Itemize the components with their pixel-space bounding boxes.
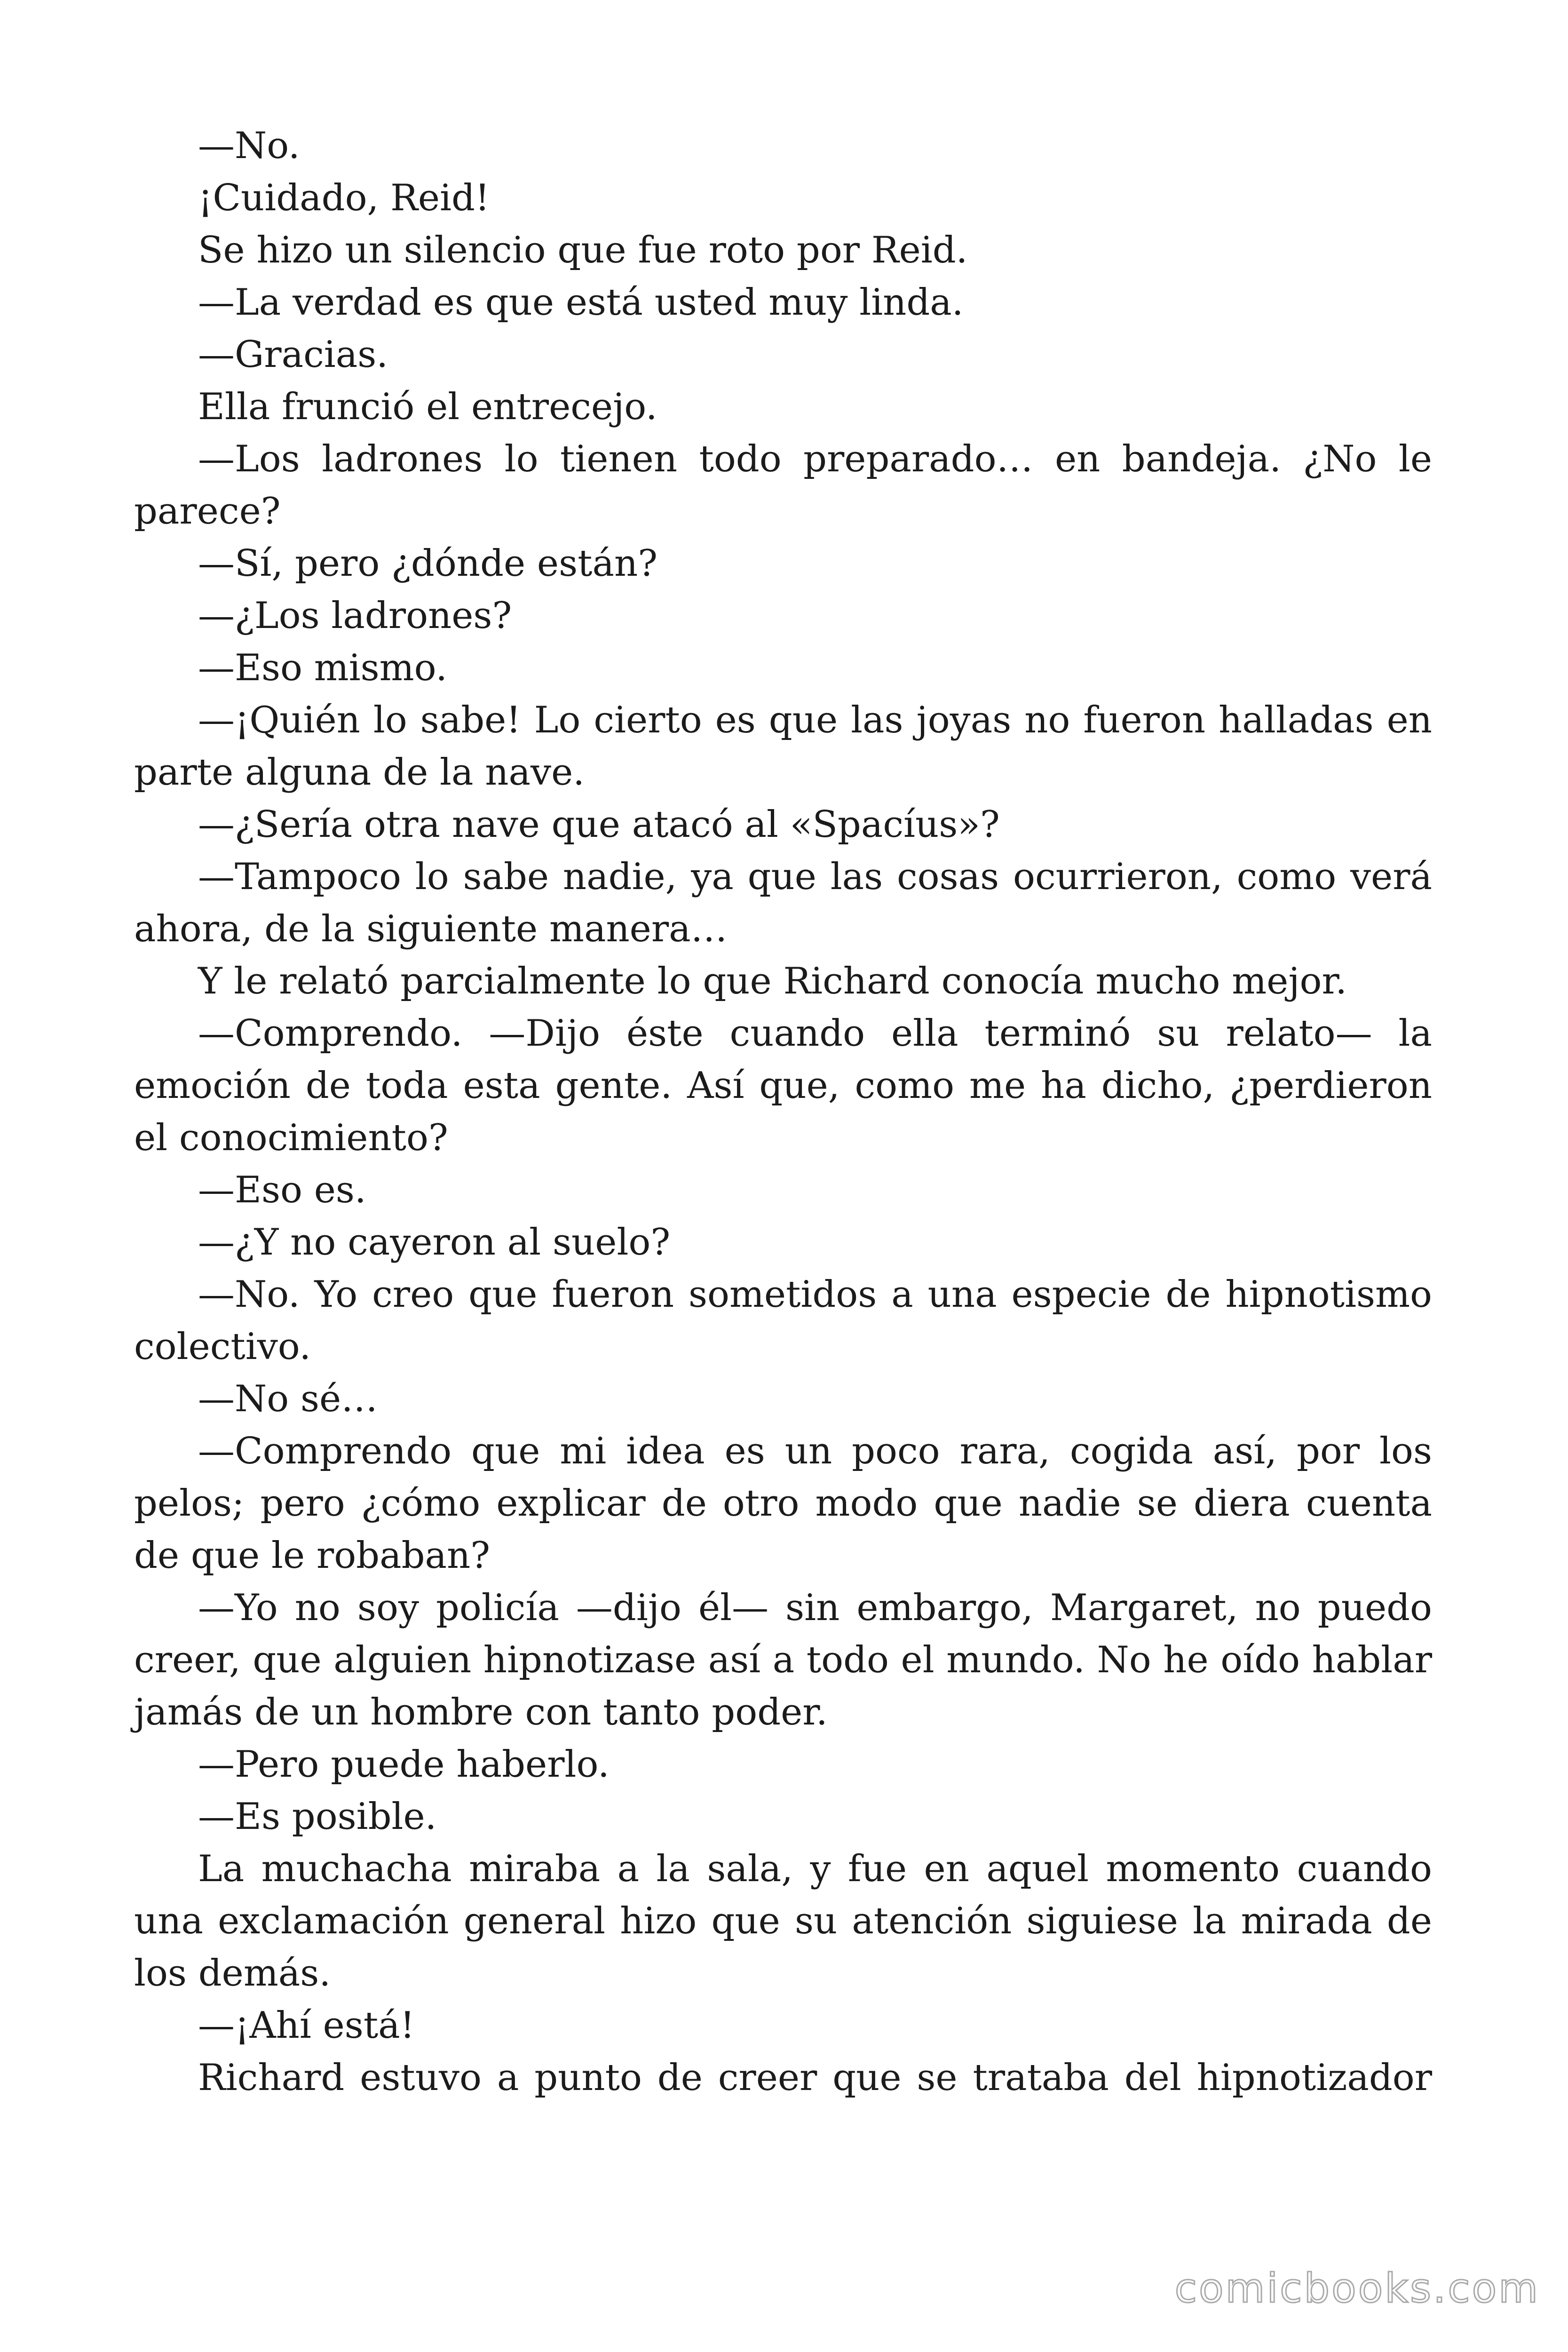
paragraph: —Gracias. — [198, 334, 388, 376]
paragraph: —¡Quién lo sabe! Lo cierto es que las joyas no fueron halladas en parte alguna de la nave. — [134, 699, 1432, 794]
paragraph: —Eso mismo. — [198, 647, 448, 689]
paragraph: —Sí, pero ¿dónde están? — [198, 542, 658, 585]
body-text — [134, 120, 1432, 2104]
paragraph: Richard estuvo a punto de creer que se trataba del hipnotizador — [198, 2057, 1432, 2099]
paragraph: Se hizo un silencio que fue roto por Reid. — [198, 229, 968, 271]
paragraph: —¿Y no cayeron al suelo? — [198, 1221, 671, 1263]
paragraph: —Es posible. — [198, 1796, 437, 1838]
paragraph: —¿Sería otra nave que atacó al «Spacíus»? — [198, 803, 1000, 846]
paragraph: —La verdad es que está usted muy linda. — [198, 281, 964, 324]
paragraph: —Comprendo. —Dijo éste cuando ella terminó su relato— la emoción de toda esta gente. Así que, como me ha dicho, ¿perdieron el conocimiento? — [134, 1012, 1432, 1159]
paragraph: —Eso es. — [198, 1169, 366, 1211]
paragraph: —No sé… — [198, 1378, 378, 1420]
paragraph: —¡Ahí está! — [198, 2004, 415, 2047]
paragraph: —Comprendo que mi idea es un poco rara, cogida así, por los pelos; pero ¿cómo explicar de otro modo que nadie se diera cuenta de que le robaban? — [134, 1430, 1432, 1577]
paragraph: —No. — [198, 125, 300, 167]
paragraph: La muchacha miraba a la sala, y fue en aquel momento cuando una exclamación general hizo que su atención siguiese la mirada de los demás. — [134, 1848, 1432, 1994]
paragraph: ¡Cuidado, Reid! — [198, 177, 490, 219]
paragraph: Y le relató parcialmente lo que Richard conocía mucho mejor. — [198, 960, 1347, 1002]
paragraph: Ella frunció el entrecejo. — [198, 386, 657, 428]
paragraph: —No. Yo creo que fueron sometidos a una especie de hipnotismo colectivo. — [134, 1273, 1432, 1368]
paragraph: —Pero puede haberlo. — [198, 1743, 610, 1786]
paragraph: —Los ladrones lo tienen todo preparado… en bandeja. ¿No le parece? — [134, 438, 1432, 532]
watermark-logo: comicbooks.com — [1174, 2265, 1540, 2312]
paragraph: —Tampoco lo sabe nadie, ya que las cosas ocurrieron, como verá ahora, de la siguiente manera… — [134, 856, 1432, 950]
paragraph: —¿Los ladrones? — [198, 595, 512, 637]
paragraph: —Yo no soy policía —dijo él— sin embargo, Margaret, no puedo creer, que alguien hipnotizase así a todo el mundo. No he oído hablar jamás de un hombre con tanto poder. — [134, 1587, 1432, 1733]
